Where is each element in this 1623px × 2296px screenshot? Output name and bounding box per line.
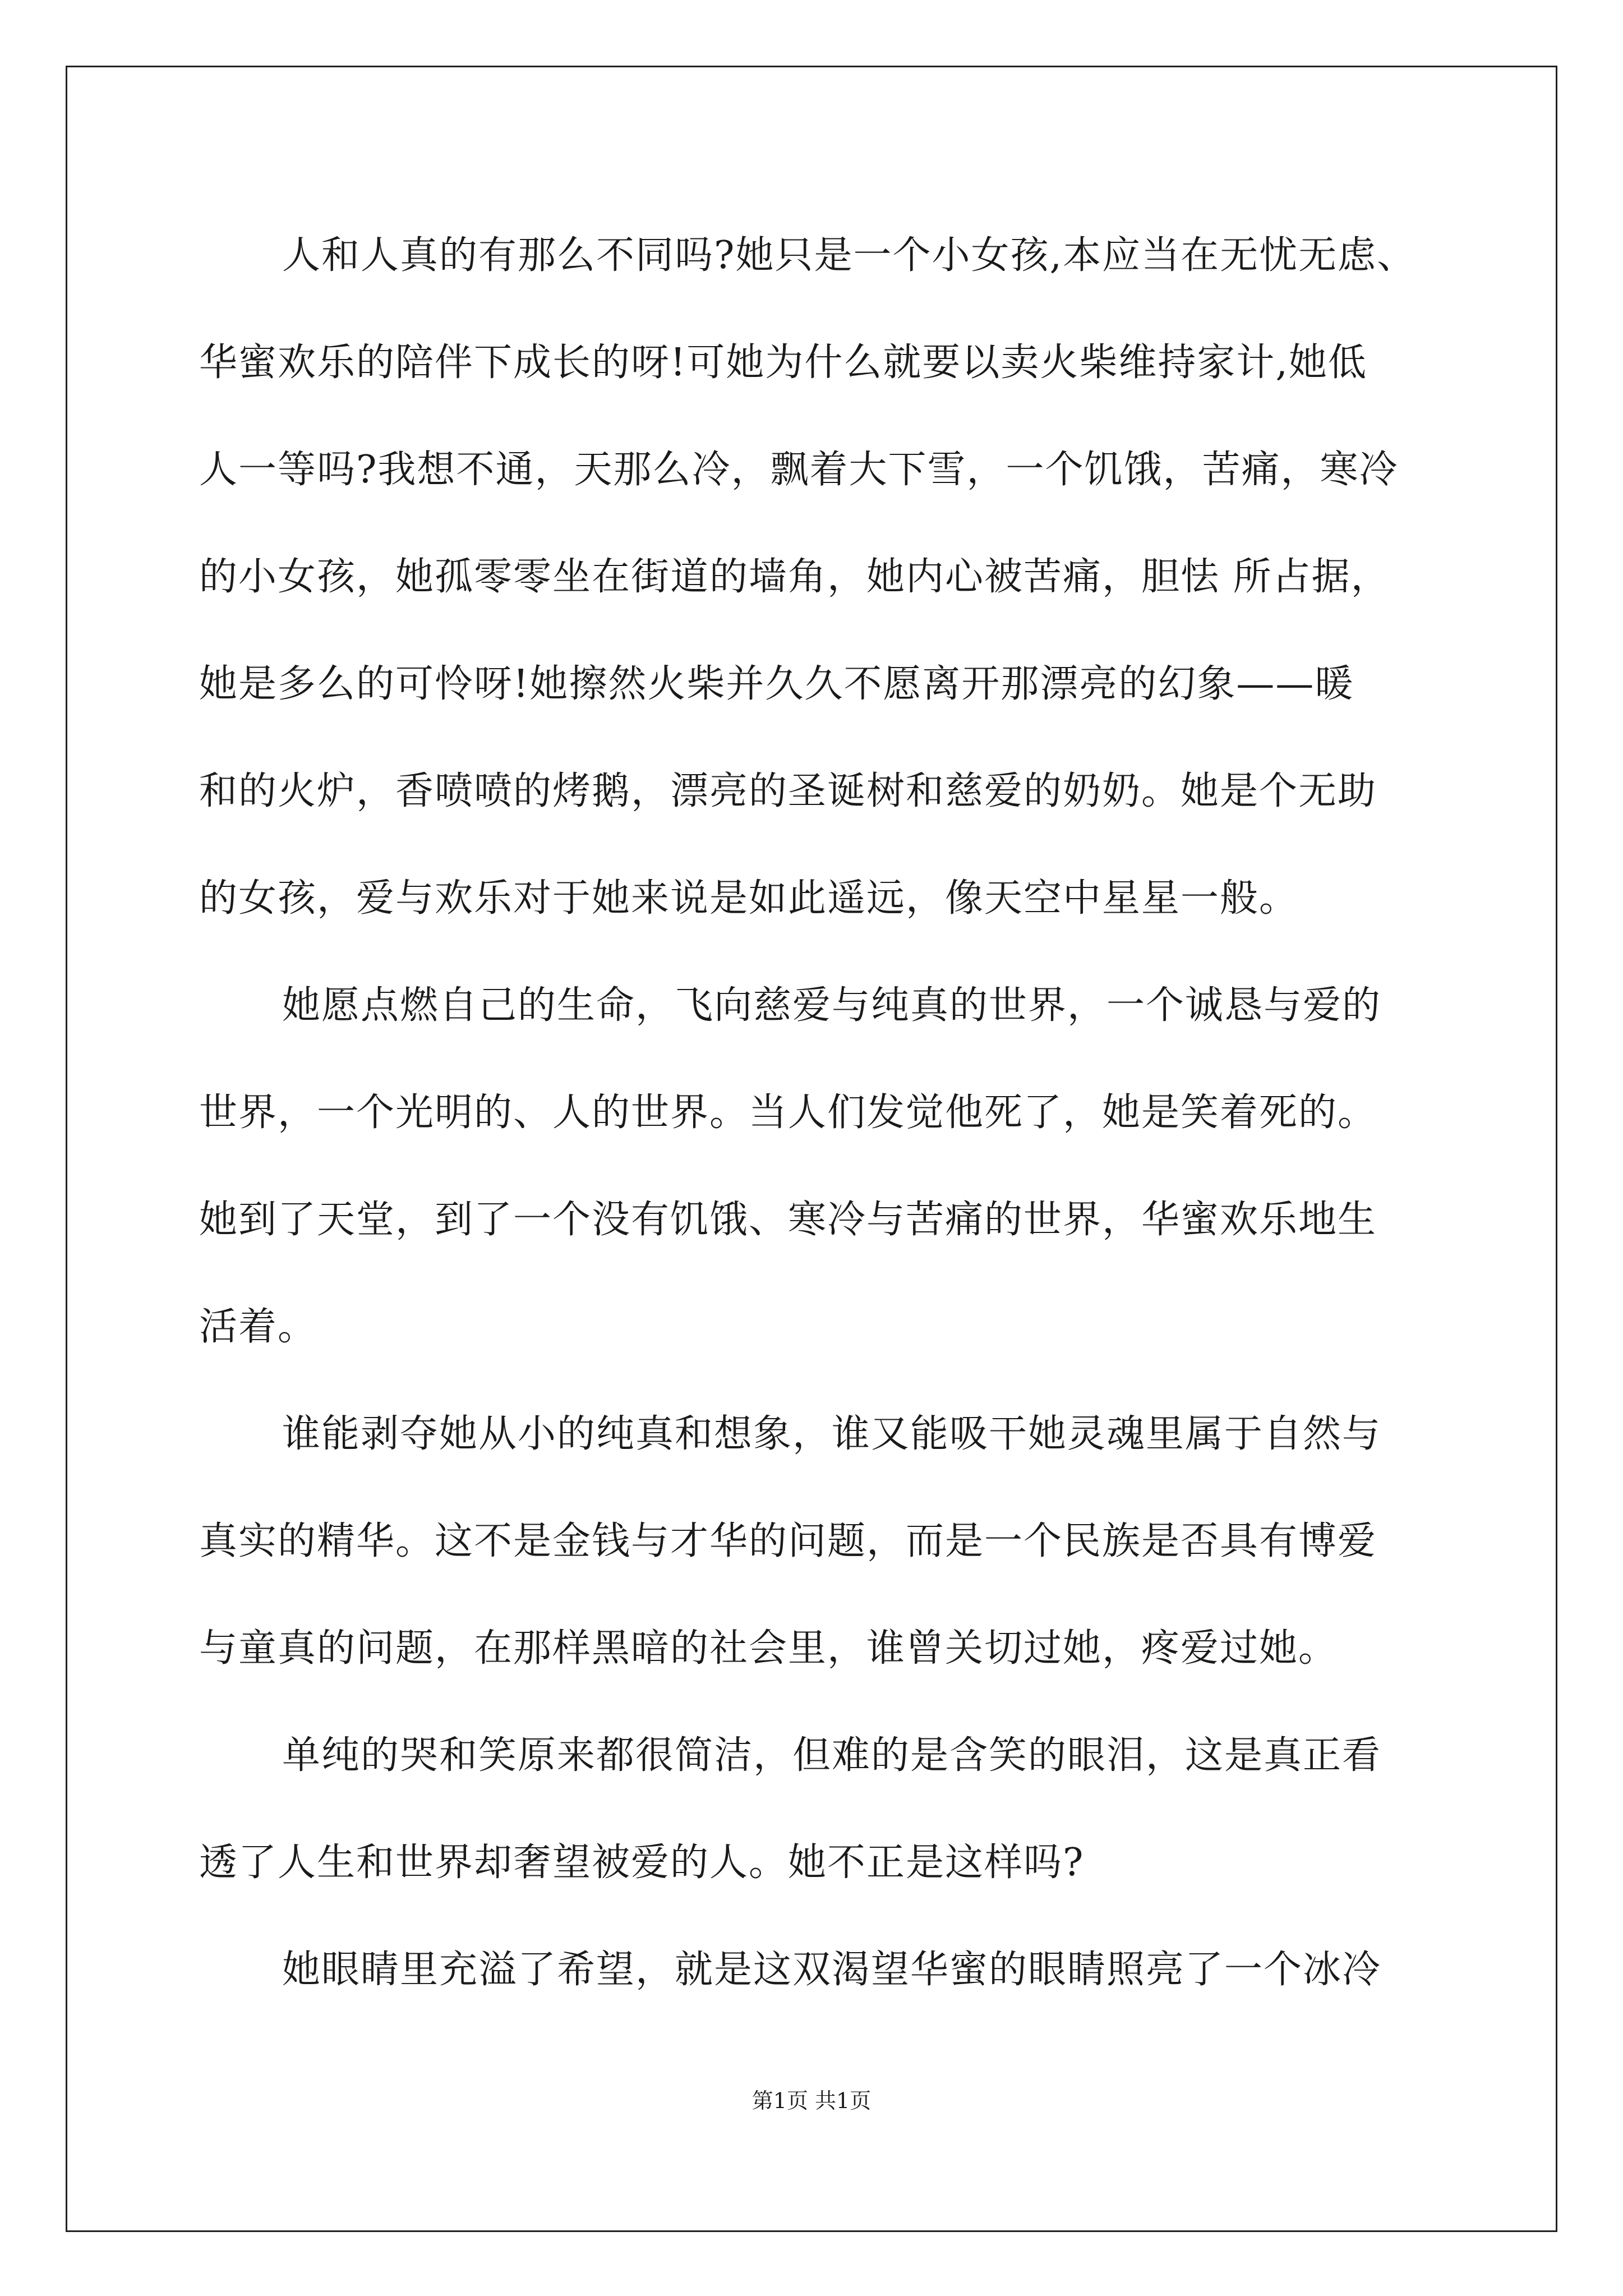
text-line: 她是多么的可怜呀!她擦然火柴并久久不愿离开那漂亮的幻象——暖 [199, 662, 1354, 706]
text-line: 华蜜欢乐的陪伴下成长的呀!可她为什么就要以卖火柴维持家计,她低 [199, 341, 1367, 385]
text-line: 与童真的问题，在那样黑暗的社会里，谁曾关切过她，疼爱过她。 [199, 1626, 1338, 1671]
page-number-footer: 第1页 共1页 [751, 2088, 872, 2113]
text-line: 单纯的哭和笑原来都很简洁，但难的是含笑的眼泪，这是真正看 [282, 1733, 1382, 1778]
text-line: 和的火炉，香喷喷的烤鹅，漂亮的圣诞树和慈爱的奶奶。她是个无助 [199, 769, 1377, 813]
text-line: 谁能剥夺她从小的纯真和想象，谁又能吸干她灵魂里属于自然与 [282, 1412, 1382, 1456]
text-line: 世界，一个光明的、人的世界。当人们发觉他死了，她是笑着死的。 [199, 1091, 1377, 1135]
text-line: 透了人生和世界却奢望被爱的人。她不正是这样吗? [199, 1841, 1085, 1885]
text-line: 她愿点燃自己的生命，飞向慈爱与纯真的世界，一个诚恳与爱的 [282, 983, 1382, 1028]
text-line: 她到了天堂，到了一个没有饥饿、寒冷与苦痛的世界，华蜜欢乐地生 [199, 1198, 1377, 1242]
text-line: 活着。 [199, 1305, 317, 1349]
text-line: 人一等吗?我想不通，天那么冷，飘着大下雪，一个饥饿，苦痛，寒冷 [199, 448, 1399, 492]
text-line: 人和人真的有那么不同吗?她只是一个小女孩,本应当在无忧无虑、 [282, 233, 1417, 278]
text-line: 的女孩，爱与欢乐对于她来说是如此遥远，像天空中星星一般。 [199, 876, 1299, 921]
document-body [199, 202, 1495, 2023]
text-line: 真实的精华。这不是金钱与才华的问题，而是一个民族是否具有博爱 [199, 1519, 1377, 1563]
text-line: 她眼睛里充溢了希望，就是这双渴望华蜜的眼睛照亮了一个冰冷 [282, 1948, 1382, 1992]
text-line: 的小女孩，她孤零零坐在街道的墙角，她内心被苦痛，胆怯 所占据， [199, 555, 1390, 599]
